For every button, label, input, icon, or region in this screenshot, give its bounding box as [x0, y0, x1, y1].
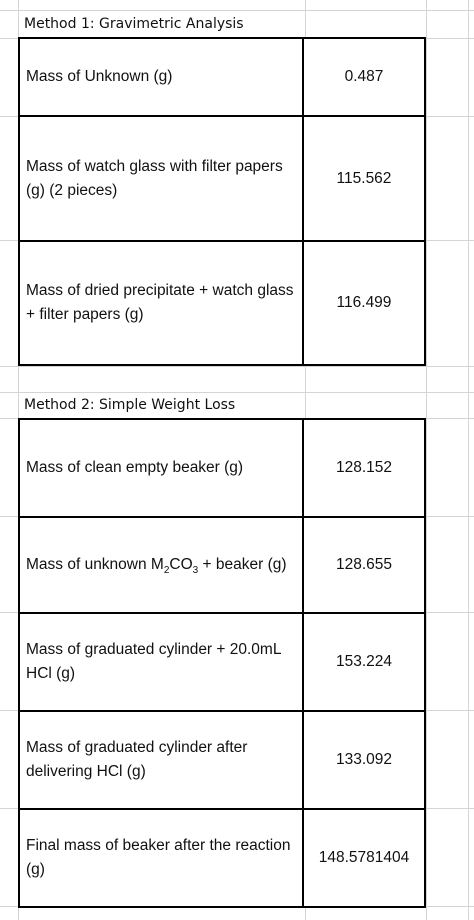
row-value: 0.487 [303, 38, 425, 116]
label-part: Mass of unknown M [26, 556, 164, 573]
table-row [19, 517, 425, 613]
row-label: Mass of watch glass with filter papers (g) (2 pieces) [19, 116, 303, 241]
row-label: Mass of clean empty beaker (g) [19, 419, 303, 517]
row-value: 133.092 [303, 711, 425, 809]
method1-title: Method 1: Gravimetric Analysis [24, 16, 244, 32]
row-label: Mass of dried precipitate + watch glass + filter papers (g) [19, 241, 303, 365]
row-value: 153.224 [303, 613, 425, 711]
subscript: 2 [163, 565, 170, 577]
label-part: + beaker (g) [198, 556, 287, 573]
row-label: Final mass of beaker after the reaction (g) [19, 809, 303, 907]
method1-table [18, 37, 426, 366]
table-row [19, 809, 425, 907]
row-value: 148.5781404 [303, 809, 425, 907]
subscript: 3 [192, 565, 199, 577]
method2-title: Method 2: Simple Weight Loss [24, 397, 236, 413]
row-label [19, 517, 303, 613]
table-row [19, 38, 425, 116]
method2-table [18, 418, 426, 908]
row-value: 115.562 [303, 116, 425, 241]
table-row [19, 711, 425, 809]
label-part: CO [169, 556, 193, 573]
row-value: 128.152 [303, 419, 425, 517]
table-row [19, 419, 425, 517]
row-value: 128.655 [303, 517, 425, 613]
row-label: Mass of Unknown (g) [19, 38, 303, 116]
row-label: Mass of graduated cylinder after delivering HCl (g) [19, 711, 303, 809]
table-row [19, 116, 425, 241]
row-label: Mass of graduated cylinder + 20.0mL HCl (g) [19, 613, 303, 711]
table-row [19, 613, 425, 711]
table-row [19, 241, 425, 365]
row-value: 116.499 [303, 241, 425, 365]
